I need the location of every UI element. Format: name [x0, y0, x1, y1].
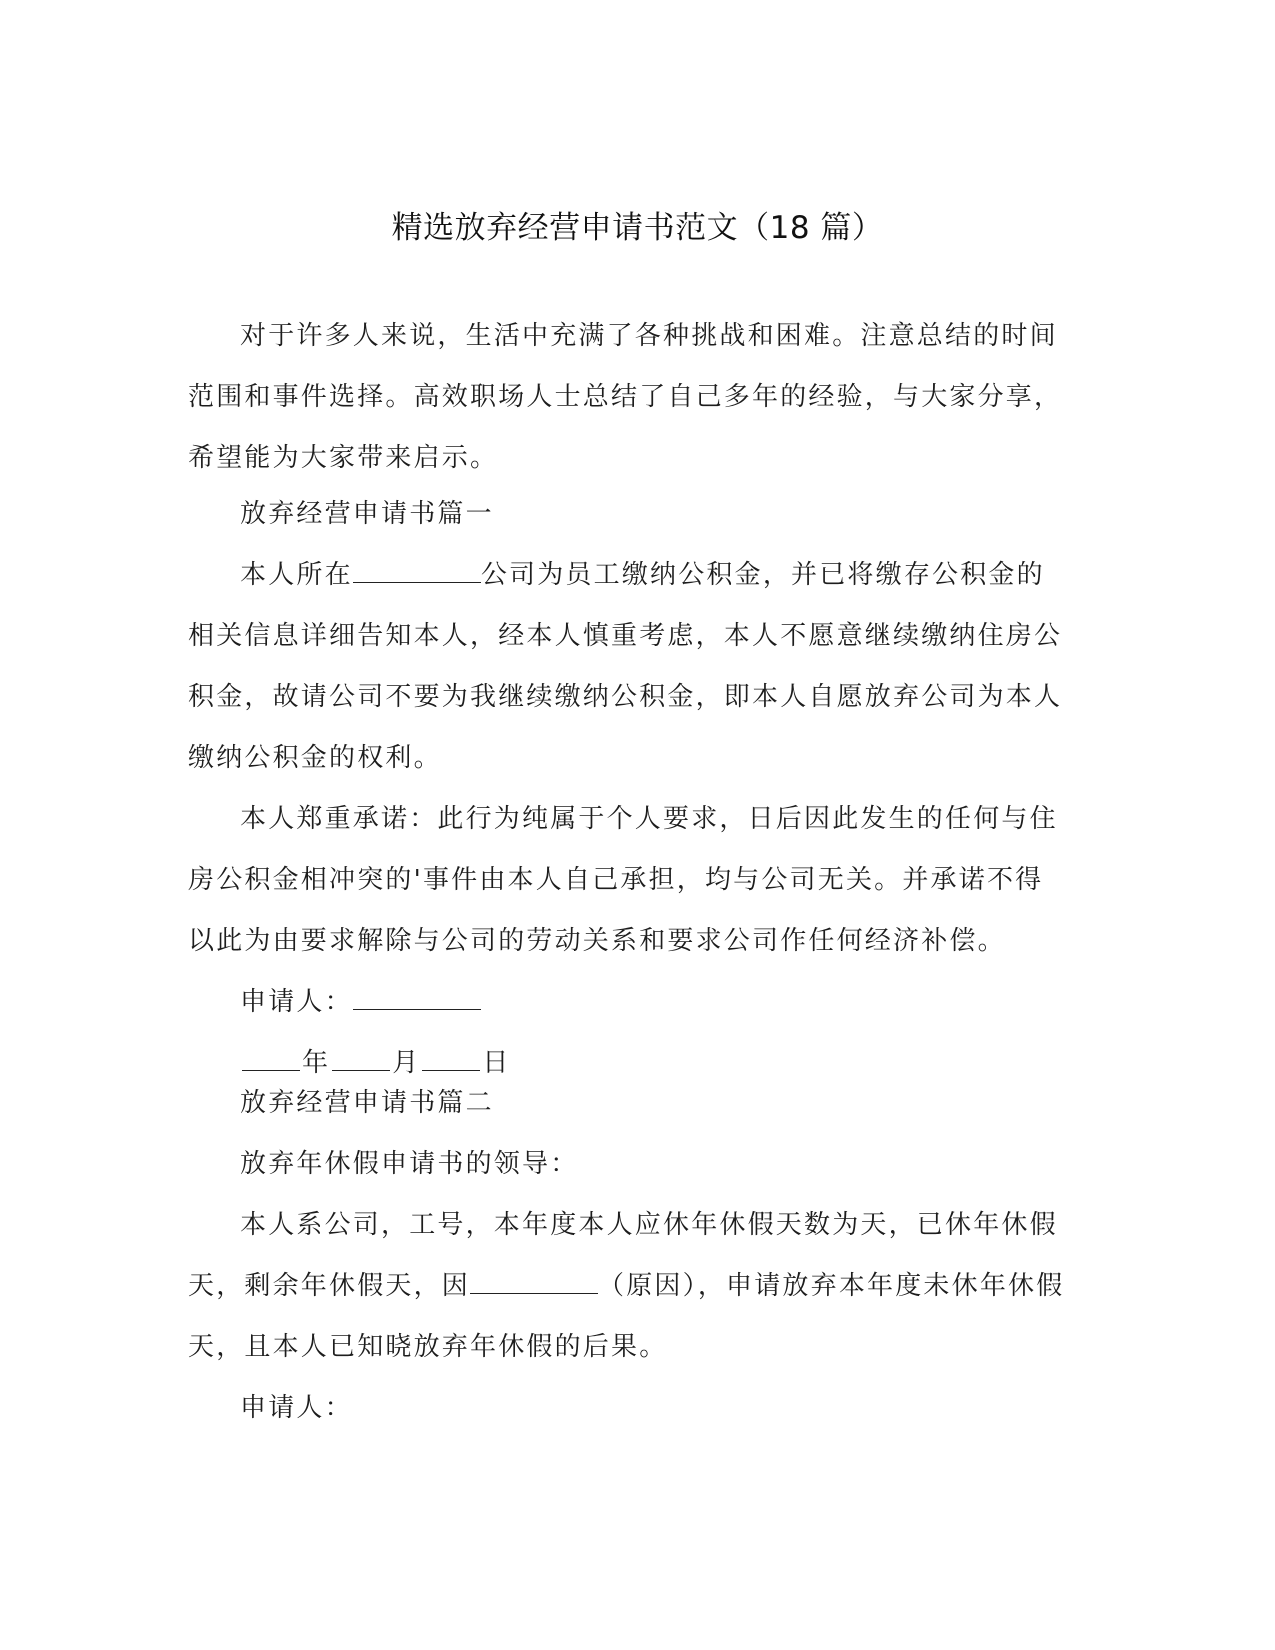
- intro-paragraph: 对于许多人来说，生活中充满了各种挑战和困难。注意总结的时间范围和事件选择。高效职场人士总结了自己多年的经验，与大家分享，希望能为大家带来启示。: [188, 321, 1063, 473]
- intro-block: [188, 306, 1070, 489]
- section-two-p1-after: （原因），申请放弃本年度未休年休假天，且本人已知晓放弃年休假的后果。: [188, 1271, 1065, 1362]
- document-title: 精选放弃经营申请书范文（18 篇）: [391, 210, 884, 246]
- applicant-label: 申请人：: [240, 987, 353, 1017]
- day-blank: [422, 1048, 480, 1071]
- month-label: 月: [392, 1048, 421, 1078]
- section-two-paragraph-1: [188, 1195, 1070, 1378]
- applicant-blank: [353, 987, 481, 1010]
- section-two-p1-before: 本人系公司，工号，本年度本人应休年休假天数为天，已休年休假天，剩余年休假天，因: [188, 1210, 1058, 1301]
- section-two-applicant: 申请人：: [240, 1393, 353, 1423]
- company-blank: [353, 560, 481, 583]
- day-label: 日: [482, 1048, 511, 1078]
- section-one-heading: 放弃经营申请书篇一: [240, 499, 494, 529]
- section-two: [188, 1073, 1070, 1439]
- section-one-paragraph-1: [188, 545, 1070, 789]
- section-one-applicant: [188, 972, 1070, 1033]
- section-one-paragraph-2: 本人郑重承诺：此行为纯属于个人要求，日后因此发生的任何与住房公积金相冲突的'事件由本人自己承担，均与公司无关。并承诺不得以此为由要求解除与公司的劳动关系和要求公司作任何经济补偿。: [188, 804, 1058, 956]
- section-two-salutation: 放弃年休假申请书的领导：: [240, 1149, 579, 1179]
- section-one: [188, 484, 1070, 1094]
- reason-blank: [470, 1271, 598, 1294]
- section-two-heading: 放弃经营申请书篇二: [240, 1088, 494, 1118]
- year-blank: [242, 1048, 300, 1071]
- year-label: 年: [302, 1048, 331, 1078]
- section-one-p1-before: 本人所在: [240, 560, 353, 590]
- month-blank: [332, 1048, 390, 1071]
- section-one-p1-after: 公司为员工缴纳公积金，并已将缴存公积金的相关信息详细告知本人，经本人慎重考虑，本人不愿意继续缴纳住房公积金，故请公司不要为我继续缴纳公积金，即本人自愿放弃公司为本人缴纳公积金的权利。: [188, 560, 1063, 773]
